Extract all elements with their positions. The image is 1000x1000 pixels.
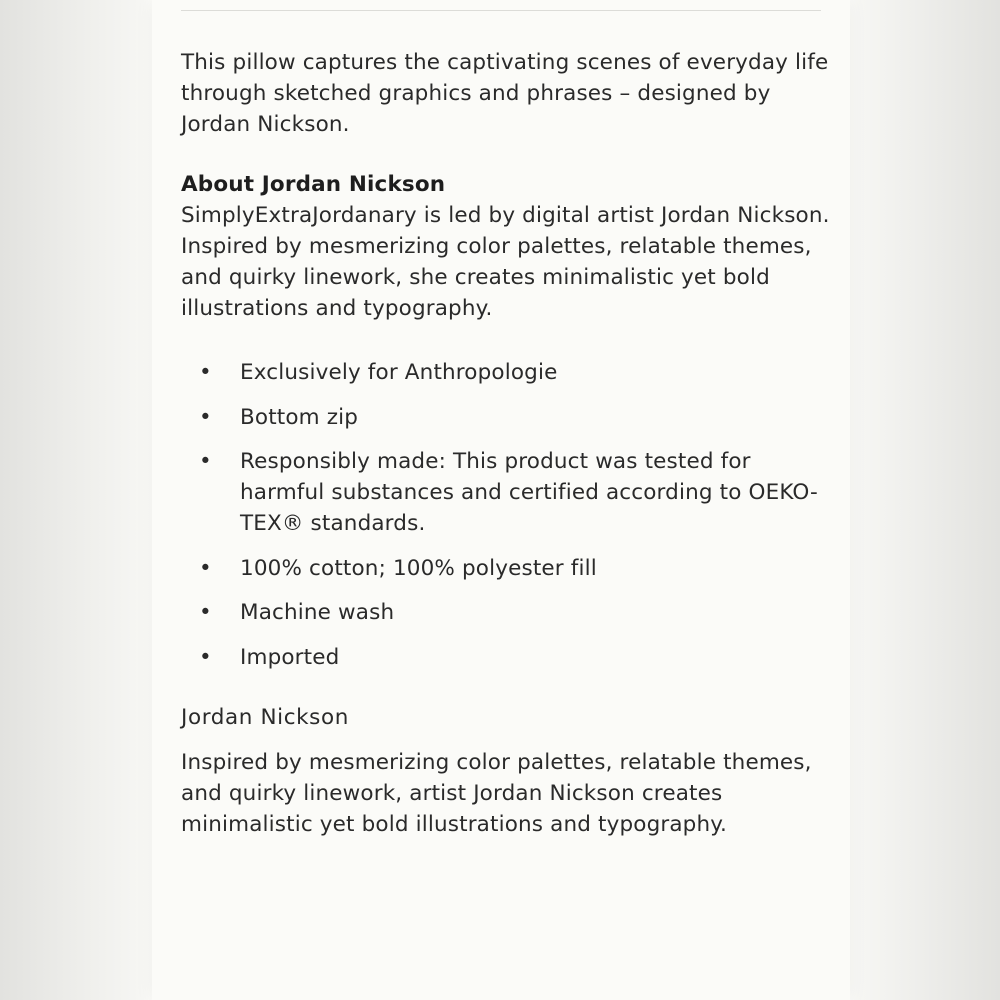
bullet-icon: •	[199, 404, 212, 430]
about-artist-text: SimplyExtraJordanary is led by digital artist Jordan Nickson. Inspired by mesmerizing color palettes, relatable themes, and quirky linework, she creates minimalistic yet bold illustrations and typography.	[181, 203, 830, 321]
feature-text: 100% cotton; 100% polyester fill	[240, 555, 597, 581]
feature-text: Machine wash	[240, 600, 395, 625]
description-intro: This pillow captures the captivating scenes of everyday life through sketched graphics and phrases – designed by Jordan Nickson.	[181, 50, 829, 137]
artist-bio: Inspired by mesmerizing color palettes, relatable themes, and quirky linework, artist Jordan Nickson creates minimalistic yet bold illustrations and typography.	[181, 749, 812, 837]
bullet-icon: •	[199, 449, 212, 474]
bullet-icon: •	[199, 600, 212, 625]
feature-text: Exclusively for Anthropologie	[240, 360, 558, 385]
product-details-panel	[152, 0, 850, 1000]
section-divider	[181, 10, 821, 11]
feature-text: Imported	[240, 644, 340, 670]
about-artist-title: About Jordan Nickson	[181, 172, 446, 197]
feature-text: Bottom zip	[240, 404, 359, 430]
feature-item	[181, 553, 831, 584]
feature-item	[181, 597, 831, 628]
bullet-icon: •	[199, 555, 212, 581]
product-description	[181, 47, 831, 840]
artist-heading: Jordan Nickson	[181, 704, 349, 730]
feature-item	[181, 402, 831, 433]
bullet-icon: •	[199, 360, 212, 385]
feature-text: Responsibly made: This product was tested for harmful substances and certified according to OEKO-TEX® standards.	[240, 449, 818, 536]
feature-list	[181, 357, 831, 673]
feature-item	[181, 446, 831, 539]
bullet-icon: •	[199, 644, 212, 670]
feature-item	[181, 357, 831, 388]
feature-item	[181, 642, 831, 673]
